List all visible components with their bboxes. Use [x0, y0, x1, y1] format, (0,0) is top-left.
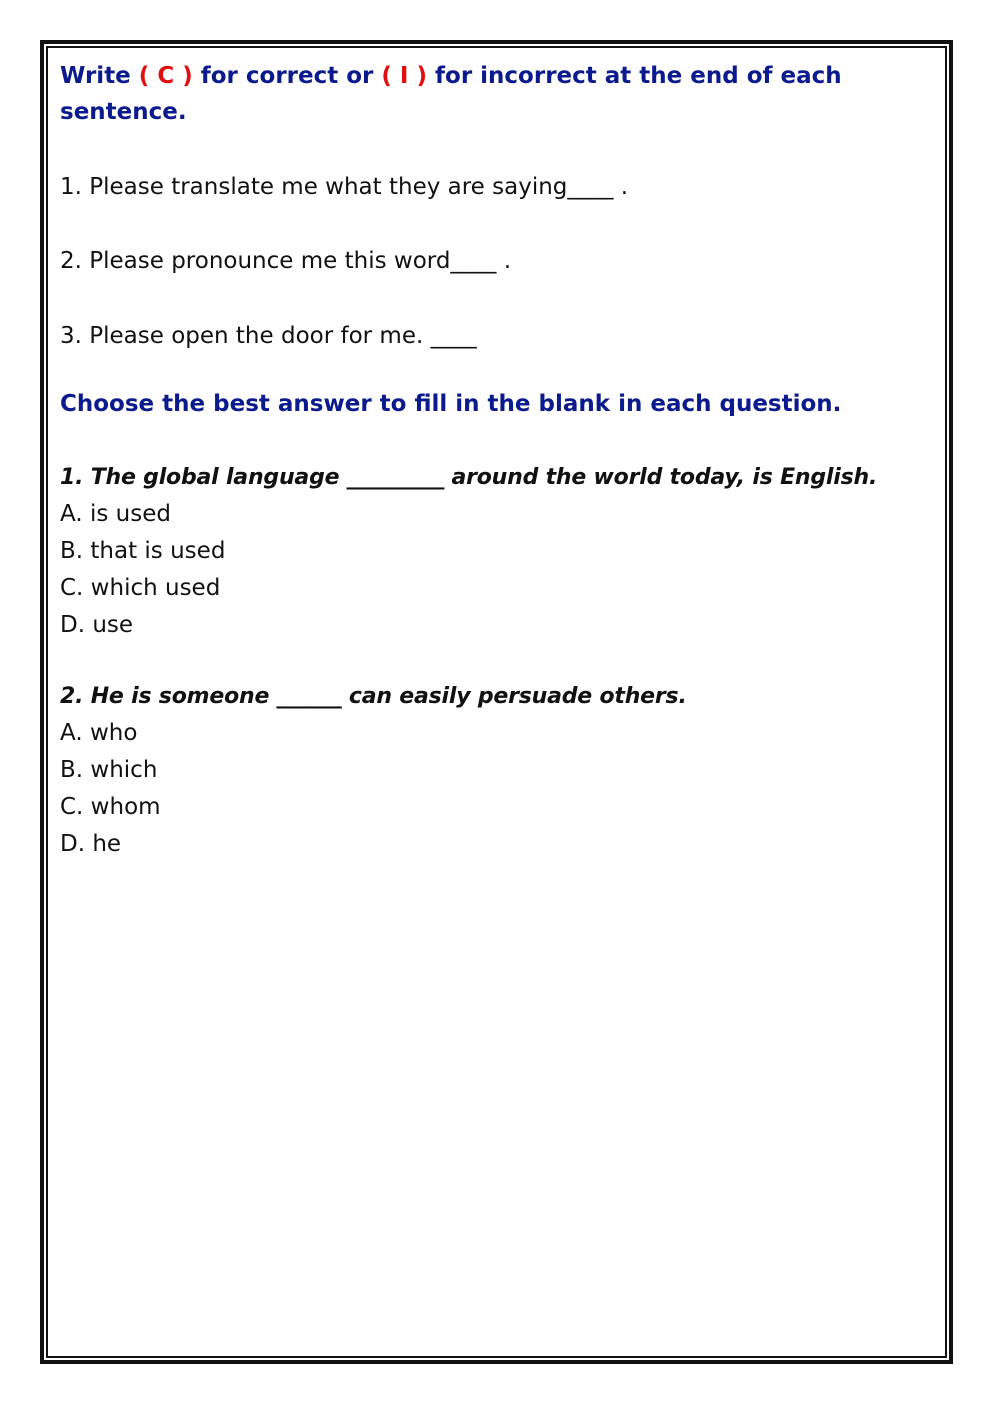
sentence-2: 2. Please pronounce me this word____ . [60, 248, 512, 274]
section2-instruction: Choose the best answer to fill in the blank in each question. [60, 391, 842, 417]
question-2-option-a: A. who [60, 720, 138, 746]
question-1-option-a: A. is used [60, 501, 171, 527]
sentence-1: 1. Please translate me what they are saying____ . [60, 174, 629, 200]
question-1: 1. The global language _________ around the world today, is English. [60, 465, 878, 490]
question-1-option-c: C. which used [60, 575, 221, 601]
incorrect-marker: ( I ) [381, 63, 427, 89]
instruction-text: for correct or [192, 63, 382, 89]
instruction-text: for incorrect at the end of each sentence. [60, 63, 842, 125]
correct-marker: ( C ) [138, 63, 193, 89]
question-1-option-b: B. that is used [60, 538, 226, 564]
question-2: 2. He is someone ______ can easily persuade others. [60, 684, 687, 709]
question-1-option-d: D. use [60, 612, 134, 638]
question-2-option-d: D. he [60, 831, 122, 857]
instruction-text: Write [60, 63, 139, 89]
question-2-option-c: C. whom [60, 794, 161, 820]
section1-instruction [60, 58, 940, 130]
question-2-option-b: B. which [60, 757, 158, 783]
sentence-3: 3. Please open the door for me. ____ [60, 323, 477, 349]
worksheet-content [60, 58, 940, 863]
